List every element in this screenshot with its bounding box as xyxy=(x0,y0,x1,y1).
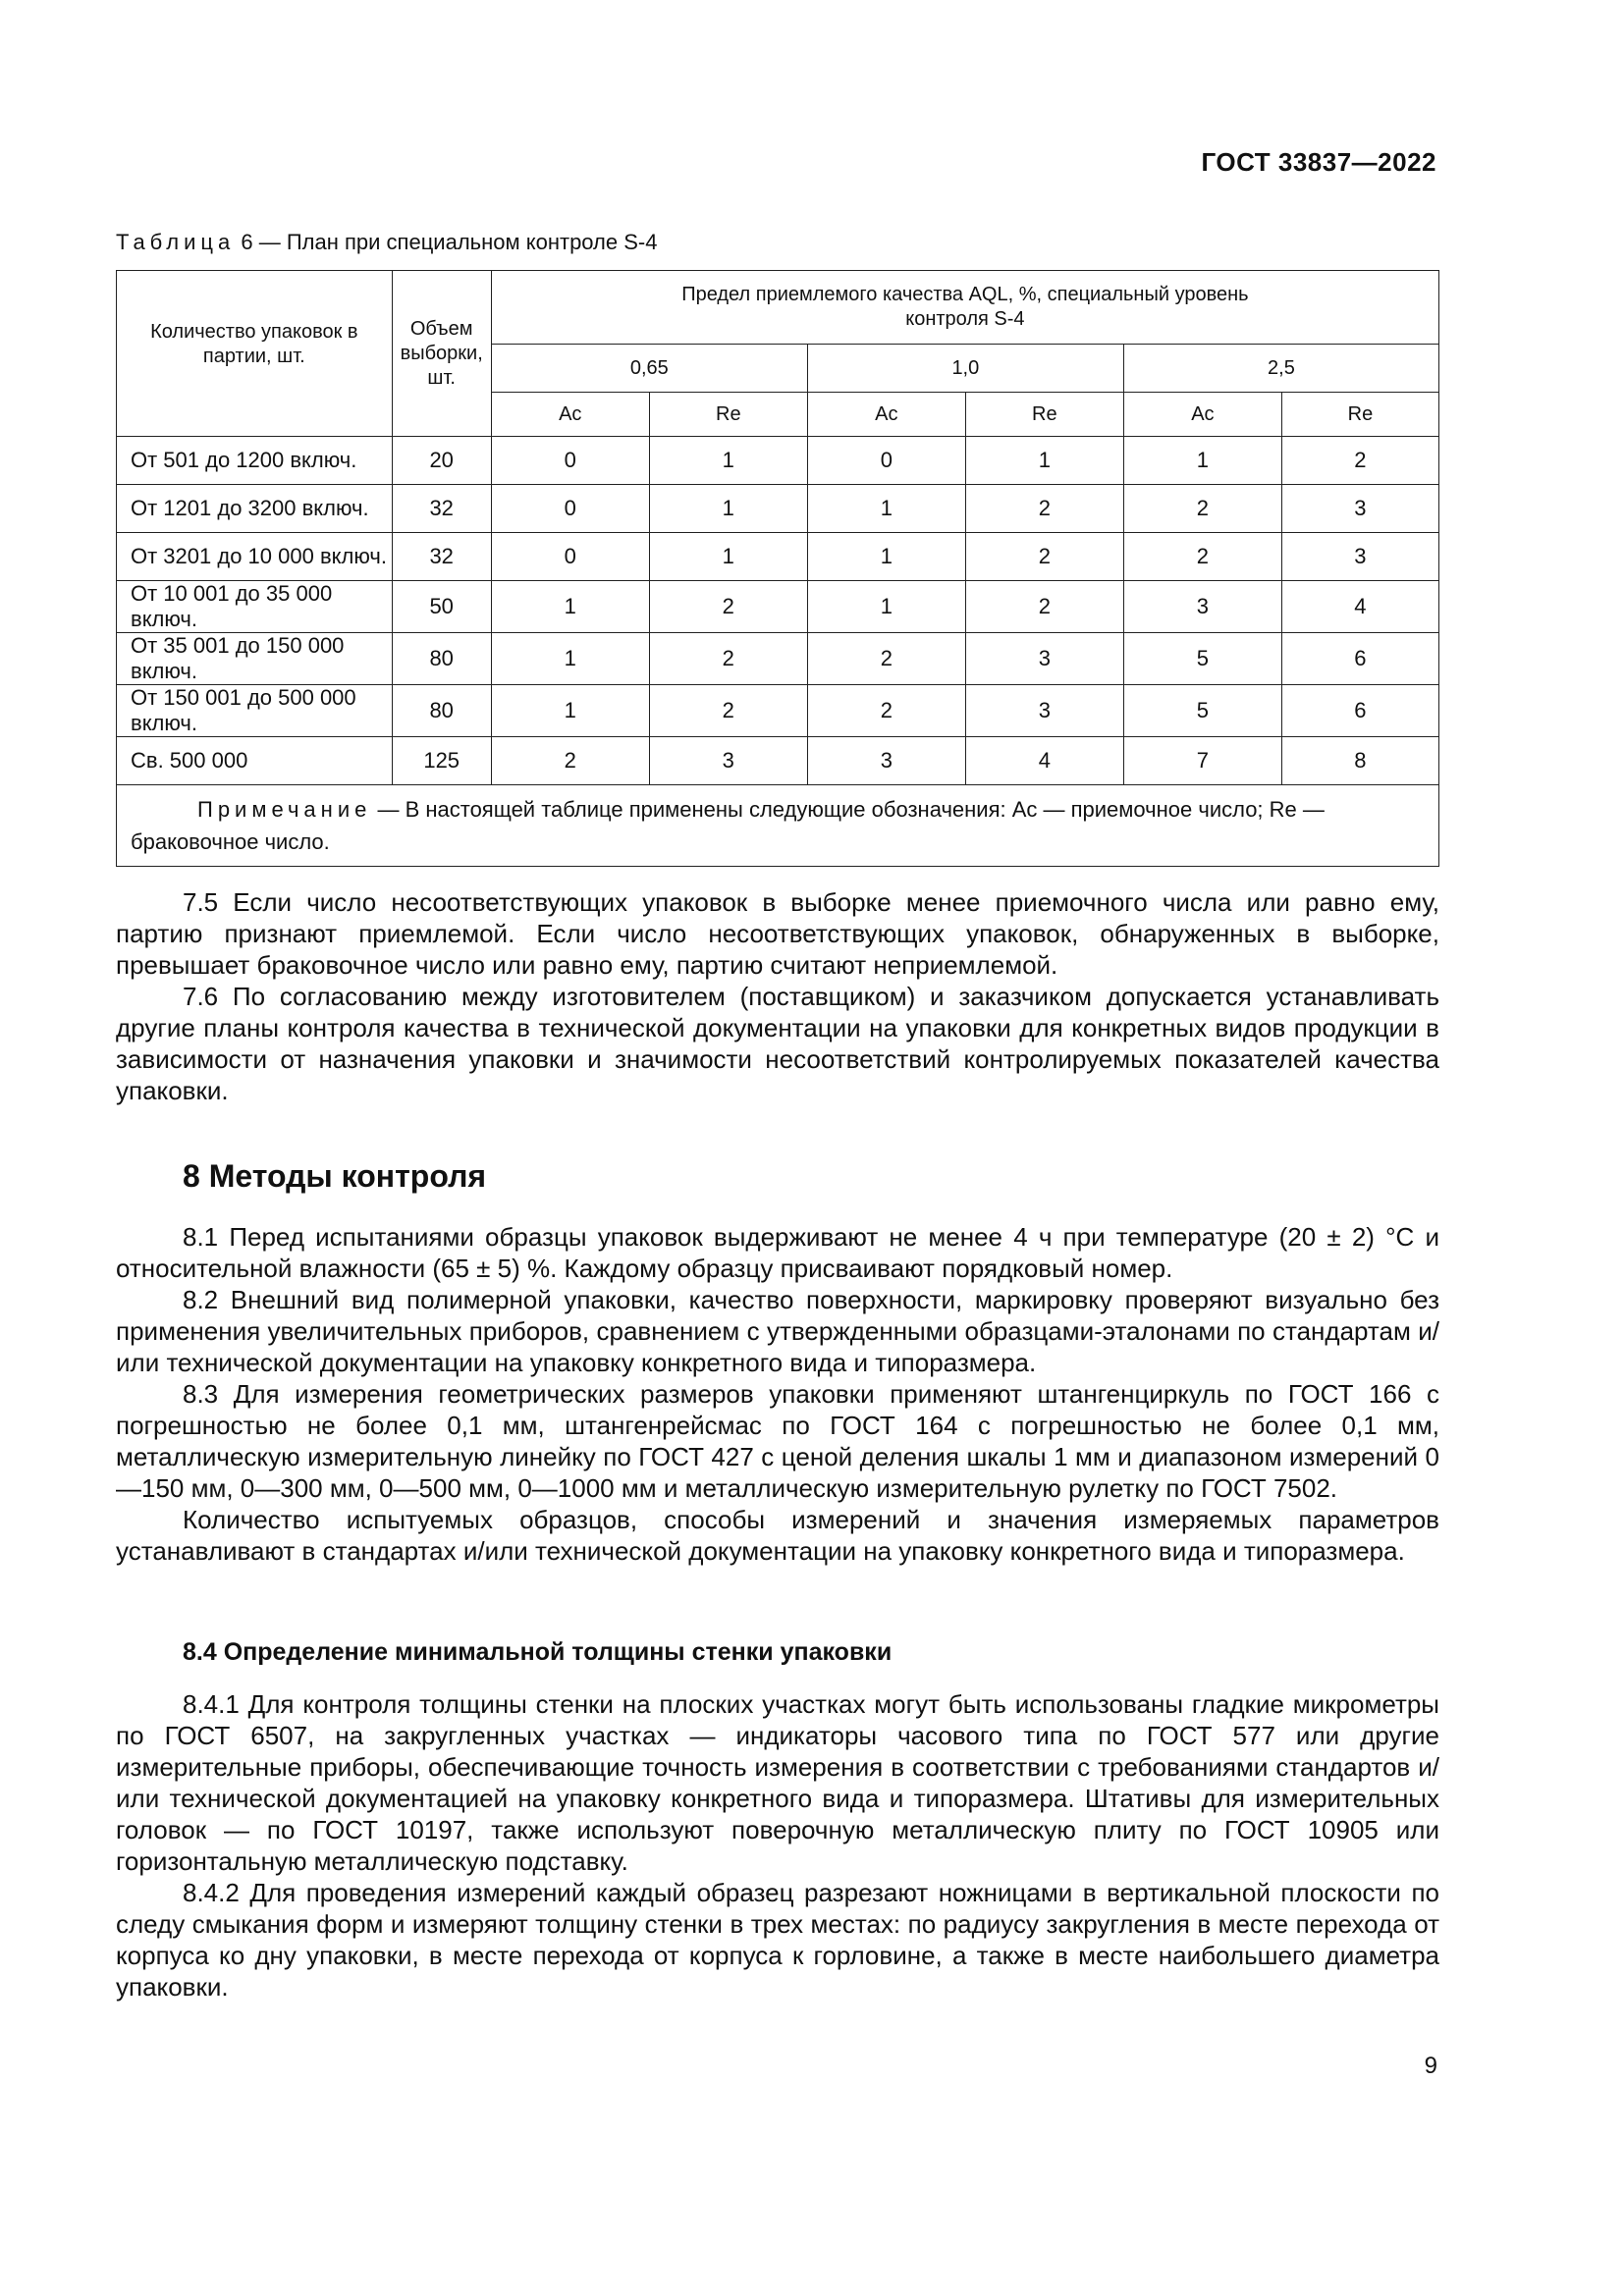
document-header: ГОСТ 33837—2022 xyxy=(1201,147,1436,177)
table-row xyxy=(117,485,1439,533)
value-cell: 2 xyxy=(649,685,807,737)
value-cell: 1 xyxy=(649,533,807,581)
lot-range-cell: От 501 до 1200 включ. xyxy=(117,437,393,485)
header-ac: Ac xyxy=(1123,393,1281,437)
sample-size-cell: 32 xyxy=(392,485,491,533)
value-cell: 3 xyxy=(649,737,807,785)
paragraph-8-3-cont: Количество испытуемых образцов, способы измерений и значения измеряемых параметров устанавливают в стандартах и/или технической документации на упаковку конкретного вида и типоразмера. xyxy=(116,1505,1439,1566)
value-cell: 2 xyxy=(807,633,965,685)
lot-range-cell: От 35 001 до 150 000 включ. xyxy=(117,633,393,685)
paragraph-8-3: 8.3 Для измерения геометрических размеров упаковки применяют штангенциркуль по ГОСТ 166 с погрешностью не более 0,1 мм, штангенрейсмас по ГОСТ 164 с погрешностью не более 0,1 мм, металлическую измерительную линейку по ГОСТ 427 с ценой деления шкалы 1 мм и диапазоном измерений 0—150 мм, 0—300 мм, 0—500 мм, 0—1000 мм и металлическую измерительную рулетку по ГОСТ 7502. xyxy=(116,1379,1439,1503)
value-cell: 1 xyxy=(491,685,649,737)
paragraph-8-4-1: 8.4.1 Для контроля толщины стенки на плоских участках могут быть использованы гладкие микрометры по ГОСТ 6507, на закругленных участках — индикаторы часового типа по ГОСТ 577 или другие измерительные приборы, обеспечивающие точность измерения в соответствии с требованиями стандартов и/или технической документацией на упаковку конкретного вида и типоразмера. Штативы для измерительных головок — по ГОСТ 10197, также используют поверочную металлическую плиту по ГОСТ 10905 или горизонтальную металлическую подставку. xyxy=(116,1689,1439,1876)
header-ac: Ac xyxy=(807,393,965,437)
value-cell: 1 xyxy=(649,485,807,533)
table-caption-text: 6 — План при специальном контроле S-4 xyxy=(241,230,658,254)
header-aql-level: 1,0 xyxy=(807,345,1123,393)
value-cell: 2 xyxy=(1123,533,1281,581)
header-sample-size: Объем выборки, шт. xyxy=(392,271,491,437)
table-caption xyxy=(116,230,657,255)
value-cell: 1 xyxy=(649,437,807,485)
value-cell: 2 xyxy=(965,533,1123,581)
note-text: — В настоящей таблице применены следующие обозначения: Ac — приемочное число; Re — браковочное число. xyxy=(131,797,1325,854)
header-ac: Ac xyxy=(491,393,649,437)
table-note xyxy=(117,785,1439,867)
paragraph-8-1: 8.1 Перед испытаниями образцы упаковок выдерживают не менее 4 ч при температуре (20 ± 2) °С и относительной влажности (65 ± 5) %. Каждому образцу присваивают порядковый номер. xyxy=(116,1222,1439,1283)
lot-range-cell: Св. 500 000 xyxy=(117,737,393,785)
section-8-text xyxy=(116,1221,1439,1567)
header-aql: Предел приемлемого качества AQL, %, специальный уровень контроля S-4 xyxy=(491,271,1438,345)
sample-size-cell: 125 xyxy=(392,737,491,785)
table-row xyxy=(117,685,1439,737)
value-cell: 4 xyxy=(1281,581,1438,633)
value-cell: 1 xyxy=(807,581,965,633)
lot-range-cell: От 3201 до 10 000 включ. xyxy=(117,533,393,581)
section-8-4-text xyxy=(116,1688,1439,2002)
value-cell: 5 xyxy=(1123,685,1281,737)
lot-range-cell: От 150 001 до 500 000 включ. xyxy=(117,685,393,737)
subsection-8-4-title: 8.4 Определение минимальной толщины стенки упаковки xyxy=(183,1638,893,1666)
value-cell: 2 xyxy=(649,633,807,685)
header-re: Re xyxy=(649,393,807,437)
value-cell: 2 xyxy=(1123,485,1281,533)
header-re: Re xyxy=(965,393,1123,437)
value-cell: 0 xyxy=(491,533,649,581)
value-cell: 5 xyxy=(1123,633,1281,685)
value-cell: 1 xyxy=(491,581,649,633)
value-cell: 2 xyxy=(807,685,965,737)
sample-size-cell: 32 xyxy=(392,533,491,581)
value-cell: 0 xyxy=(491,437,649,485)
value-cell: 2 xyxy=(965,485,1123,533)
value-cell: 3 xyxy=(807,737,965,785)
note-label: Примечание xyxy=(197,797,372,822)
value-cell: 3 xyxy=(965,633,1123,685)
value-cell: 2 xyxy=(649,581,807,633)
table-row xyxy=(117,581,1439,633)
table-row xyxy=(117,633,1439,685)
value-cell: 2 xyxy=(491,737,649,785)
sample-size-cell: 50 xyxy=(392,581,491,633)
paragraph-7-6: 7.6 По согласованию между изготовителем (поставщиком) и заказчиком допускается устанавливать другие планы контроля качества в технической документации на упаковки для конкретных видов продукции в зависимости от назначения упаковки и значимости несоответствий контролируемых показателей качества упаковки. xyxy=(116,982,1439,1105)
paragraph-7-5: 7.5 Если число несоответствующих упаковок в выборке менее приемочного числа или равно ему, партию признают приемлемой. Если число несоответствующих упаковок, обнаруженных в выборке, превышает браковочное число или равно ему, партию считают неприемлемой. xyxy=(116,887,1439,980)
value-cell: 3 xyxy=(965,685,1123,737)
value-cell: 1 xyxy=(807,533,965,581)
value-cell: 3 xyxy=(1281,533,1438,581)
sample-size-cell: 80 xyxy=(392,633,491,685)
table-row xyxy=(117,437,1439,485)
value-cell: 3 xyxy=(1123,581,1281,633)
header-aql-level: 0,65 xyxy=(491,345,807,393)
value-cell: 0 xyxy=(491,485,649,533)
value-cell: 3 xyxy=(1281,485,1438,533)
value-cell: 1 xyxy=(491,633,649,685)
table-caption-label: Таблица xyxy=(116,230,236,254)
paragraph-8-4-2: 8.4.2 Для проведения измерений каждый образец разрезают ножницами в вертикальной плоскости по следу смыкания форм и измеряют толщину стенки в трех местах: по радиусу закругления в месте перехода от корпуса ко дну упаковки, в месте перехода от корпуса к горловине, а также в месте наибольшего диаметра упаковки. xyxy=(116,1878,1439,2002)
value-cell: 2 xyxy=(1281,437,1438,485)
sample-size-cell: 80 xyxy=(392,685,491,737)
header-lot-quantity: Количество упаковок в партии, шт. xyxy=(117,271,393,437)
header-aql-level: 2,5 xyxy=(1123,345,1438,393)
value-cell: 6 xyxy=(1281,633,1438,685)
value-cell: 1 xyxy=(1123,437,1281,485)
value-cell: 6 xyxy=(1281,685,1438,737)
lot-range-cell: От 10 001 до 35 000 включ. xyxy=(117,581,393,633)
value-cell: 1 xyxy=(965,437,1123,485)
table-note-row xyxy=(117,785,1439,867)
table-row xyxy=(117,533,1439,581)
value-cell: 7 xyxy=(1123,737,1281,785)
inspection-plan-table xyxy=(116,270,1439,867)
value-cell: 2 xyxy=(965,581,1123,633)
value-cell: 8 xyxy=(1281,737,1438,785)
header-re: Re xyxy=(1281,393,1438,437)
value-cell: 4 xyxy=(965,737,1123,785)
paragraph-8-2: 8.2 Внешний вид полимерной упаковки, качество поверхности, маркировку проверяют визуально без применения увеличительных приборов, сравнением с утвержденными образцами-эталонами по стандартам и/или технической документации на упаковку конкретного вида и типоразмера. xyxy=(116,1285,1439,1377)
value-cell: 0 xyxy=(807,437,965,485)
lot-range-cell: От 1201 до 3200 включ. xyxy=(117,485,393,533)
page-number: 9 xyxy=(1424,2053,1437,2079)
section-7-text xyxy=(116,886,1439,1106)
table-row xyxy=(117,737,1439,785)
value-cell: 1 xyxy=(807,485,965,533)
section-8-title: 8 Методы контроля xyxy=(183,1158,487,1194)
sample-size-cell: 20 xyxy=(392,437,491,485)
